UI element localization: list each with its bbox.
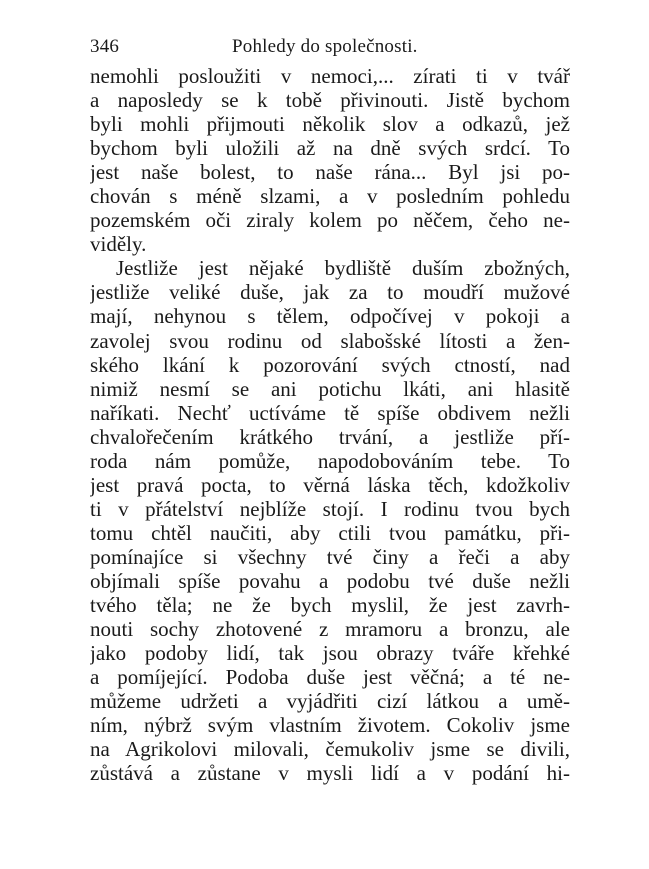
text-line: tvého těla; ne že bych myslil, že jest zavrh-	[90, 593, 570, 618]
text-line: byli mohli přijmouti několik slov a odkazů, jež	[90, 112, 570, 137]
body-text	[90, 64, 570, 785]
text-line: tomu chtěl naučiti, aby ctili tvou památku, při-	[90, 520, 570, 545]
text-line: pomínajíce si všechny tvé činy a řeči a aby	[90, 544, 570, 569]
text-line: chvalořečením krátkého trvání, a jestliže pří-	[90, 424, 570, 449]
text-line: nimiž nesmí se ani potichu lkáti, ani hlasitě	[90, 376, 570, 401]
text-line: ti v přátelství nejblíže stojí. I rodinu tvou bych	[90, 496, 570, 521]
text-line: jest pravá pocta, to věrná láska těch, kdožkoliv	[90, 472, 570, 497]
text-line: pozemském oči ziraly kolem po něčem, čeho ne-	[90, 208, 570, 233]
text-line: na Agrikolovi milovali, čemukoliv jsme se divili,	[90, 737, 570, 762]
running-title: Pohledy do společnosti.	[232, 36, 418, 57]
text-line: jest naše bolest, to naše rána... Byl jsi po-	[90, 160, 570, 185]
page-number: 346	[90, 36, 120, 57]
text-line: ním, nýbrž svým vlastním životem. Cokoliv jsme	[90, 713, 570, 738]
text-line: viděly.	[90, 232, 147, 257]
text-line: zavolej svou rodinu od slabošské lítosti a žen-	[90, 328, 570, 353]
text-line: chován s méně slzami, a v posledním pohledu	[90, 184, 570, 209]
text-line: nemohli posloužiti v nemoci,... zírati ti v tvář	[90, 64, 570, 88]
text-line: jestliže veliké duše, jak za to moudří mužové	[90, 280, 570, 305]
text-line: jako podoby lidí, tak jsou obrazy tváře křehké	[90, 641, 570, 666]
running-head	[90, 36, 570, 62]
text-line: nouti sochy zhotovené z mramoru a bronzu, ale	[90, 617, 570, 642]
text-line: můžeme udržeti a vyjádřiti cizí látkou a umě-	[90, 689, 570, 714]
text-line: naříkati. Nechť uctíváme tě spíše obdivem nežli	[90, 400, 570, 425]
text-line: roda nám pomůže, napodobováním tebe. To	[90, 448, 570, 473]
text-line: ského lkání k pozorování svých ctností, nad	[90, 352, 570, 377]
text-line: zůstává a zůstane v mysli lidí a v podání hi-	[90, 761, 570, 786]
text-line: mají, nehynou s tělem, odpočívej v pokoji a	[90, 304, 570, 329]
text-line: Jestliže jest nějaké bydliště duším zbožných,	[116, 256, 570, 281]
text-line: a pomíjející. Podoba duše jest věčná; a té ne-	[90, 665, 570, 690]
text-line: a naposledy se k tobě přivinouti. Jistě bychom	[90, 88, 570, 113]
text-line: objímali spíše povahu a podobu tvé duše nežli	[90, 568, 570, 593]
text-line: bychom byli uložili až na dně svých srdcí. To	[90, 136, 570, 161]
